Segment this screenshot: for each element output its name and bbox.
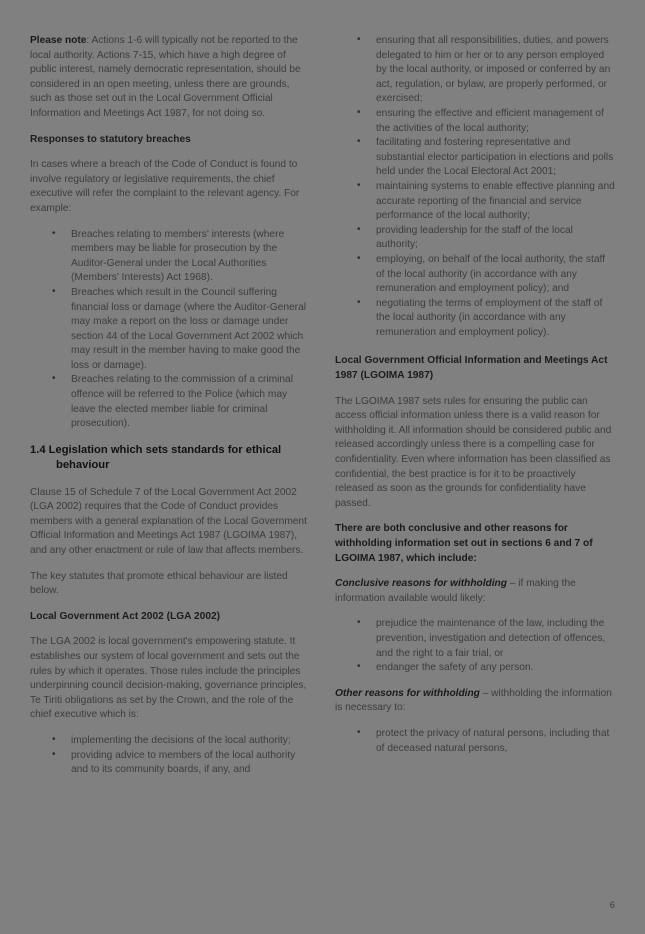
lga-2002-heading: Local Government Act 2002 (LGA 2002) bbox=[30, 610, 221, 622]
list-item: • ensuring that all responsibilities, duties, and powers delegated to him or her or to any person employed by the local authority, or imposed or conferred by an act, regulation, or bylaw, are properly performed, or exercised; bbox=[335, 34, 616, 107]
list-item: • prejudice the maintenance of the law, including the prevention, investigation and detection of offences, and the right to a fair trial, or bbox=[335, 617, 616, 661]
list-item: • ensuring the effective and efficient management of the activities of the local authority; bbox=[335, 107, 616, 136]
please-note-paragraph bbox=[30, 34, 311, 122]
clause-15-paragraph: Clause 15 of Schedule 7 of the Local Government Act 2002 (LGA 2002) requires that the Code of Conduct provides members with a general explanation of the Local Government Official Information and Meetings Act 1987 (LGOIMA 1987), and any other enactment or rule of law that affects members. bbox=[30, 486, 307, 557]
list-item: • Breaches which result in the Council suffering financial loss or damage (where the Auditor-General may make a report on the loss or damage under section 44 of the Local Government Act 2002 which may result in the member having to make good the loss or damage). bbox=[30, 286, 311, 374]
section-1-4-heading: 1.4 Legislation which sets standards for ethical behaviour bbox=[30, 443, 282, 472]
left-column bbox=[30, 34, 311, 789]
list-item: • providing advice to members of the local authority and to its community boards, if any, and bbox=[30, 749, 311, 778]
other-reasons-tail: – withholding the information is necessary to: bbox=[335, 687, 612, 714]
responses-intro-paragraph: In cases where a breach of the Code of Conduct is found to involve regulatory or legislative requirements, the chief executive will refer the complaint to the relevant agency. For example: bbox=[30, 159, 300, 214]
other-reasons-paragraph bbox=[335, 687, 616, 716]
please-note-text: : Actions 1-6 will typically not be reported to the local authority. Actions 7-15, which have a high degree of public interest, namely democratic representation, should be considered in an open meeting, unless there are grounds, such as those set out in the Local Government Official Information and Meetings Act 1987, for not doing so. bbox=[30, 35, 301, 119]
conclusive-reasons-paragraph bbox=[335, 577, 616, 606]
key-statutes-paragraph: The key statutes that promote ethical behaviour are listed below. bbox=[30, 570, 288, 597]
list-item: • facilitating and fostering representative and substantial elector participation in elections and polls held under the Local Electoral Act 2001; bbox=[335, 136, 616, 180]
lgoima-1987-heading: Local Government Official Information and Meetings Act 1987 (LGOIMA 1987) bbox=[335, 355, 608, 382]
list-item: • Breaches relating to members' interests (where members may be liable for prosecution by the Auditor-General under the Local Authorities (Members' Interests) Act 1968). bbox=[30, 228, 311, 286]
conclusive-reasons-lead: Conclusive reasons for withholding bbox=[335, 578, 507, 590]
withholding-reasons-paragraph bbox=[335, 522, 616, 566]
list-item: • employing, on behalf of the local authority, the staff of the local authority (in accordance with any remuneration and employment policy); and bbox=[335, 253, 616, 297]
list-item: • maintaining systems to enable effective planning and accurate reporting of the financial and service performance of the local authority; bbox=[335, 180, 616, 224]
please-note-lead: Please note bbox=[30, 35, 87, 46]
withholding-reasons-lead: There are both conclusive and other reasons for withholding information set out in sections 6 and 7 of LGOIMA 1987, which include: bbox=[335, 523, 593, 564]
other-reasons-lead: Other reasons for withholding bbox=[335, 687, 480, 699]
lga-2002-paragraph: The LGA 2002 is local government's empowering statute. It establishes our system of local government and sets out the rules by which it operates. Those rules include the principles underpinning council decision-making, governance principles, Te Tiriti obligations as set by the Crown, and the role of the chief executive which is: bbox=[30, 636, 307, 721]
conclusive-reasons-list bbox=[335, 617, 616, 675]
lgoima-1987-paragraph: The LGOIMA 1987 sets rules for ensuring the public can access official information unless there is a valid reason for withholding it. All information should be considered public and released accordingly unless there is a compelling case for confidentiality. Even where information has been classified as confidential, the best practice is for it to be proactively released as soon as the grounds for confidentiality have passed. bbox=[335, 395, 612, 509]
conclusive-reasons-tail: – if making the information available would likely: bbox=[335, 578, 576, 604]
two-column-layout bbox=[30, 34, 615, 904]
list-item: • negotiating the terms of employment of the staff of the local authority (in accordance with any remuneration and employment policy). bbox=[335, 297, 616, 341]
list-item: • providing leadership for the staff of the local authority; bbox=[335, 224, 616, 253]
chief-executive-role-list-left bbox=[30, 734, 311, 778]
list-item: • implementing the decisions of the local authority; bbox=[30, 734, 311, 749]
list-item: • Breaches relating to the commission of a criminal offence will be referred to the Police (which may leave the elected member liable for criminal prosecution). bbox=[30, 373, 311, 431]
right-column bbox=[335, 34, 616, 767]
responses-heading: Responses to statutory breaches bbox=[30, 133, 191, 145]
other-reasons-list bbox=[335, 727, 616, 756]
chief-executive-role-list-right bbox=[335, 34, 616, 340]
page-number: 6 bbox=[609, 899, 615, 910]
responses-bullet-list bbox=[30, 228, 311, 432]
list-item: • endanger the safety of any person. bbox=[335, 661, 616, 676]
list-item: • protect the privacy of natural persons, including that of deceased natural persons, bbox=[335, 727, 616, 756]
